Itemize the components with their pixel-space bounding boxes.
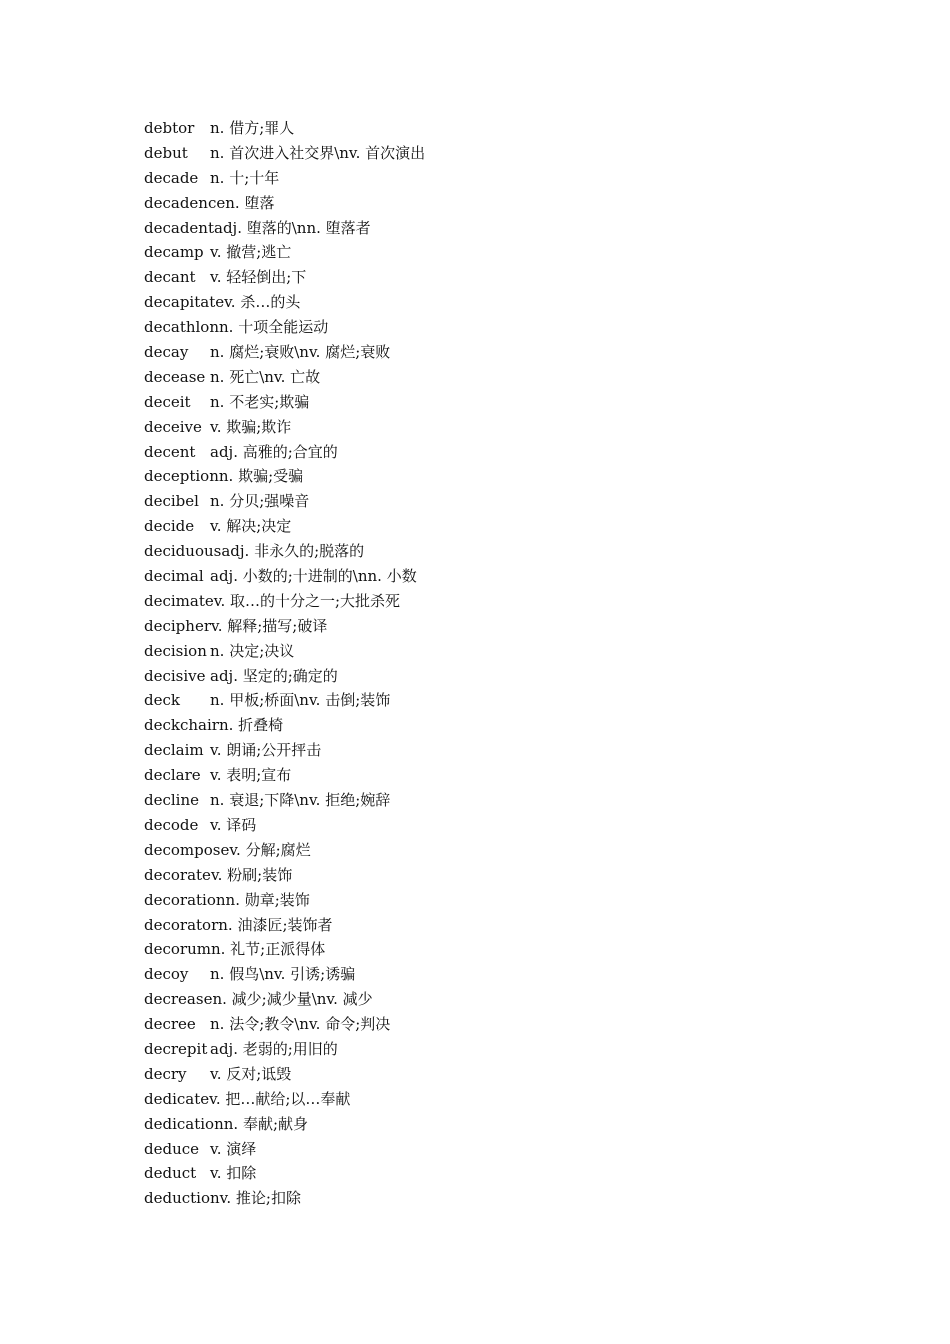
vocab-entry: decay n. 腐烂;衰败\nv. 腐烂;衰败 [144,343,391,362]
vocab-entry: decade n. 十;十年 [144,168,280,187]
vocab-entry: deciduousadj. 非永久的;脱落的 [144,542,365,561]
vocab-entry: dedicationn. 奉献;献身 [144,1114,309,1133]
vocab-entry: decant v. 轻轻倒出;下 [144,268,307,287]
vocab-entry: deceit n. 不老实;欺骗 [144,392,310,411]
vocabulary-list [144,116,425,1211]
vocab-entry: debut n. 首次进入社交界\nv. 首次演出 [144,143,426,162]
vocab-entry: deduct v. 扣除 [144,1164,257,1183]
vocab-entry: decisive adj. 坚定的;确定的 [144,666,338,685]
vocab-entry: decoy n. 假鸟\nv. 引诱;诱骗 [144,965,356,984]
vocab-entry: deck n. 甲板;桥面\nv. 击倒;装饰 [144,691,391,710]
vocab-entry: decathlonn. 十项全能运动 [144,318,329,337]
vocab-entry: declare v. 表明;宣布 [144,766,292,785]
vocab-entry: decreasen. 减少;减少量\nv. 减少 [144,990,373,1009]
vocab-entry: decibel n. 分贝;强噪音 [144,492,310,511]
vocab-entry: deduce v. 演绎 [144,1139,257,1158]
vocab-entry: decamp v. 撤营;逃亡 [144,243,292,262]
vocab-entry: decide v. 解决;决定 [144,517,292,536]
vocab-entry: decry v. 反对;诋毁 [144,1064,292,1083]
vocab-entry: dedicatev. 把…献给;以…奉献 [144,1089,351,1108]
vocab-entry: declaim v. 朗诵;公开抨击 [144,741,322,760]
vocab-entry: decimatev. 取…的十分之一;大批杀死 [144,591,401,610]
vocab-entry: decadencen. 堕落 [144,193,275,212]
vocab-entry: deceptionn. 欺骗;受骗 [144,467,304,486]
vocab-entry: decoratev. 粉刷;装饰 [144,865,293,884]
vocab-entry: decent adj. 高雅的;合宜的 [144,442,338,461]
vocab-entry: decapitatev. 杀…的头 [144,293,301,312]
vocab-entry: decode v. 译码 [144,815,257,834]
vocab-entry: debtor n. 借方;罪人 [144,119,295,137]
vocab-entry: decorumn. 礼节;正派得体 [144,940,326,959]
vocab-entry: decimal adj. 小数的;十进制的\nn. 小数 [144,567,417,586]
vocab-entry: deceive v. 欺骗;欺诈 [144,417,292,436]
vocab-entry: decoratorn. 油漆匠;装饰者 [144,915,333,934]
vocab-entry: decipherv. 解释;描写;破译 [144,616,328,635]
vocab-entry: decadentadj. 堕落的\nn. 堕落者 [144,218,371,237]
vocab-entry: decomposev. 分解;腐烂 [144,840,311,859]
vocab-entry: decision n. 决定;决议 [144,641,295,660]
vocab-entry: deductionv. 推论;扣除 [144,1189,301,1208]
vocab-entry: decorationn. 勋章;装饰 [144,890,310,909]
vocab-entry: deckchairn. 折叠椅 [144,716,284,735]
vocab-entry: decree n. 法令;教令\nv. 命令;判决 [144,1015,391,1034]
vocab-entry: decease n. 死亡\nv. 亡故 [144,367,321,386]
vocab-entry: decline n. 衰退;下降\nv. 拒绝;婉辞 [144,791,391,810]
vocab-entry: decrepit adj. 老弱的;用旧的 [144,1039,338,1058]
